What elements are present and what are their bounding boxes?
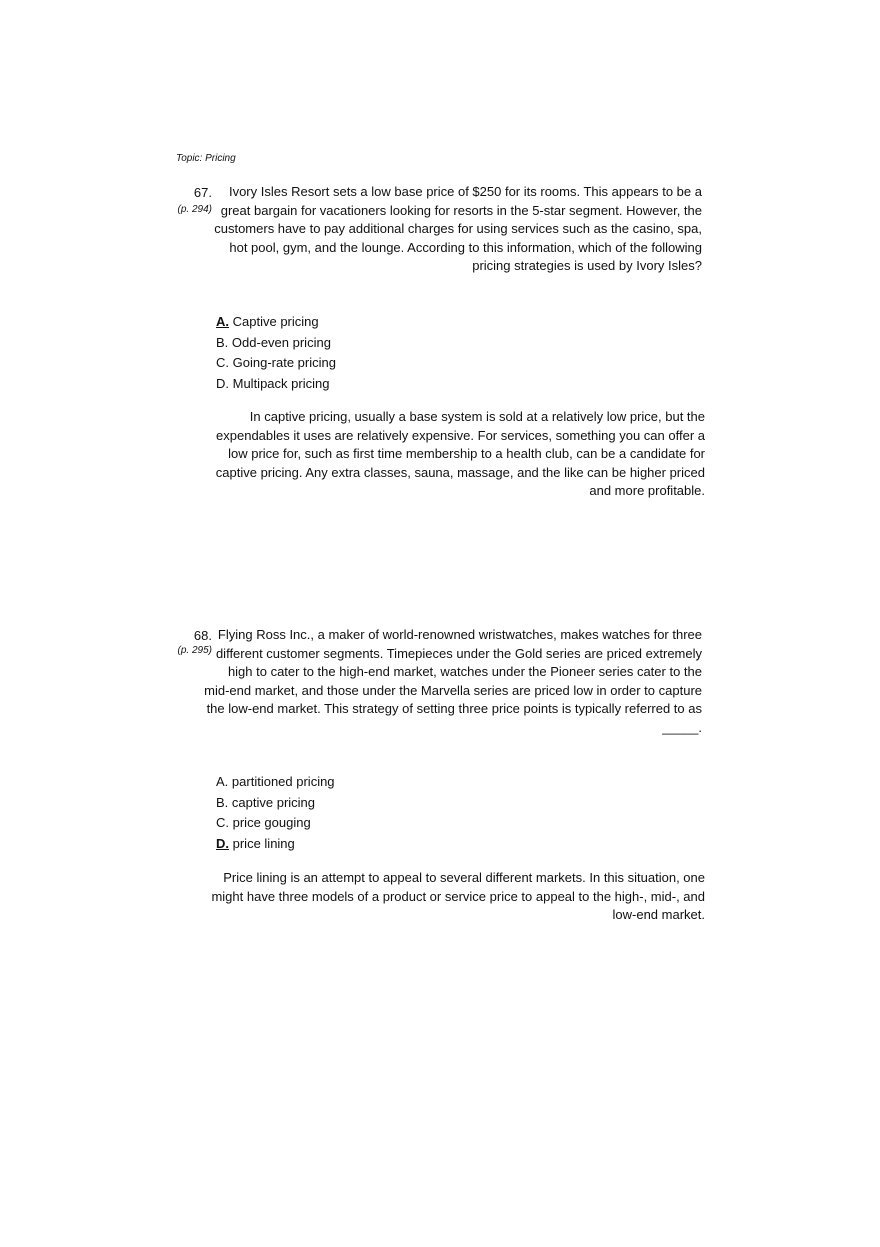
choice-letter: B. xyxy=(216,794,229,810)
choice-letter: D. xyxy=(216,835,229,851)
stem-line: the low-end market. This strategy of setting three price points is typically referred to as xyxy=(206,701,702,716)
question-number: 67. xyxy=(193,185,212,200)
choice-d xyxy=(216,834,335,855)
choice-letter: A. xyxy=(216,314,229,329)
stem-line: customers have to pay additional charges for using services such as the casino, spa, xyxy=(214,221,702,236)
stem-line: mid-end market, and those under the Marvella series are priced low in order to capture xyxy=(204,682,702,698)
choice-text: partitioned pricing xyxy=(231,774,335,789)
explanation-line: low-end market. xyxy=(612,907,705,922)
explanation-line: might have three models of a product or service price to appeal to the high-, mid-, and xyxy=(211,888,705,904)
explanation-line: In captive pricing, usually a base system is sold at a relatively low price, but the xyxy=(249,409,705,424)
choice-text: Odd-even pricing xyxy=(231,334,331,350)
stem-line: different customer segments. Timepieces under the Gold series are priced extremely xyxy=(215,645,702,661)
choice-letter: C. xyxy=(216,815,229,830)
question-number: 68. xyxy=(193,628,212,643)
stem-line: Ivory Isles Resort sets a low base price of $250 for its rooms. This appears to be a xyxy=(228,184,702,199)
page-reference: (p. 295) xyxy=(177,645,212,656)
stem-line: hot pool, gym, and the lounge. According to this information, which of the following xyxy=(229,239,702,255)
explanation-line: and more profitable. xyxy=(589,483,705,498)
choice-text: Going-rate pricing xyxy=(232,355,336,370)
answer-explanation xyxy=(206,408,705,501)
explanation-line: Price lining is an attempt to appeal to several different markets. In this situation, one xyxy=(223,870,705,885)
choice-text: captive pricing xyxy=(231,794,316,810)
question-stem xyxy=(212,183,702,276)
choice-text: price gouging xyxy=(232,815,311,830)
topic-label: Topic: Pricing xyxy=(176,153,236,164)
choice-b xyxy=(216,333,336,354)
choice-c xyxy=(216,353,336,374)
stem-line: high to cater to the high-end market, watches under the Pioneer series cater to the xyxy=(227,664,702,679)
answer-explanation xyxy=(206,869,705,925)
choice-a xyxy=(216,772,335,793)
choice-a xyxy=(216,312,336,333)
choice-text: Multipack pricing xyxy=(232,375,330,391)
choice-d xyxy=(216,374,336,395)
answer-choices xyxy=(216,772,335,854)
page-reference: (p. 294) xyxy=(177,204,212,215)
choice-letter: C. xyxy=(216,355,229,370)
stem-line: pricing strategies is used by Ivory Isles? xyxy=(472,258,702,273)
choice-text: price lining xyxy=(232,835,295,851)
stem-line: _____. xyxy=(662,719,702,735)
answer-choices xyxy=(216,312,336,394)
stem-line: Flying Ross Inc., a maker of world-renowned wristwatches, makes watches for three xyxy=(217,627,702,642)
choice-c xyxy=(216,813,335,834)
choice-b xyxy=(216,793,335,814)
choice-text: Captive pricing xyxy=(232,314,319,329)
stem-line: great bargain for vacationers looking for resorts in the 5-star segment. However, the xyxy=(220,202,702,218)
question-stem xyxy=(204,626,702,737)
choice-letter: A. xyxy=(216,774,229,789)
explanation-line: expendables it uses are relatively expensive. For services, something you can offer a xyxy=(216,427,705,443)
explanation-line: captive pricing. Any extra classes, sauna, massage, and the like can be higher priced xyxy=(215,464,705,480)
explanation-line: low price for, such as first time membership to a health club, can be a candidate for xyxy=(228,446,705,461)
choice-letter: B. xyxy=(216,334,229,350)
choice-letter: D. xyxy=(216,375,229,391)
